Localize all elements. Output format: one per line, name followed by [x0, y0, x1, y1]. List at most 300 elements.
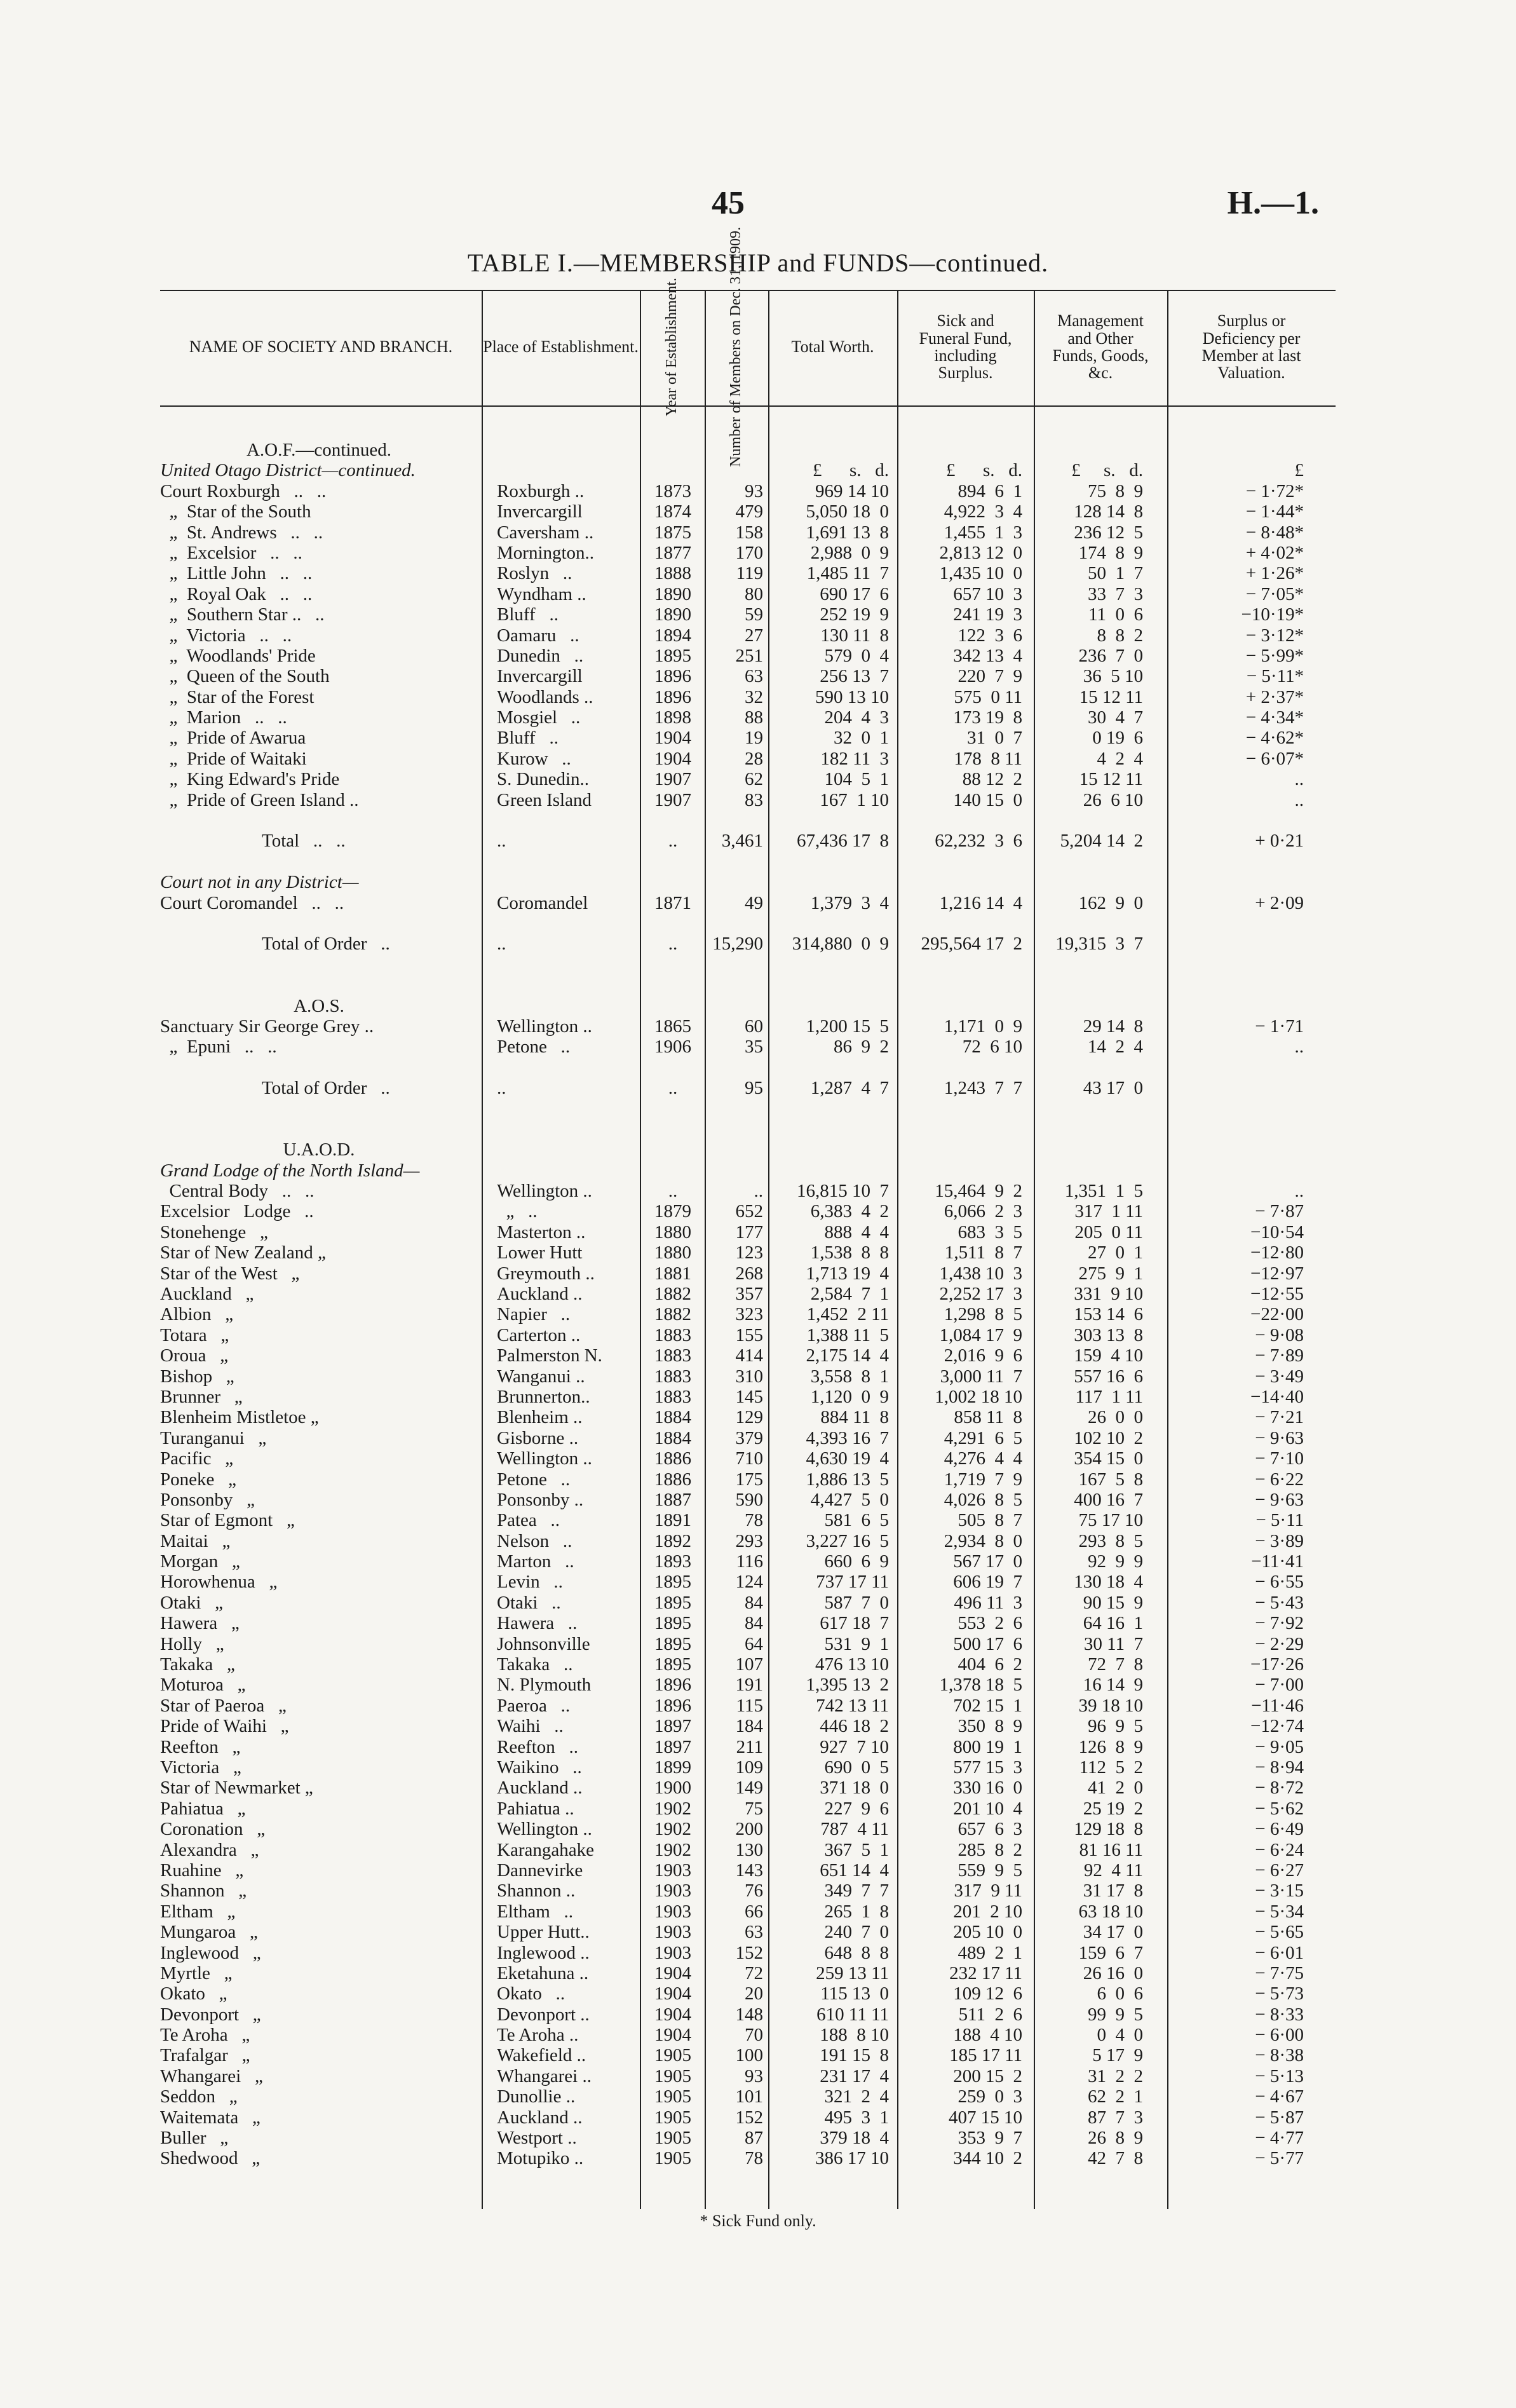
cell-tw: 349 7 7	[824, 1881, 889, 1901]
table-row	[160, 1531, 1336, 1551]
cell-name: Total of Order ..	[262, 934, 390, 955]
cell-mg: 557 16 6	[1074, 1366, 1143, 1387]
cell-members: 15,290	[712, 934, 763, 955]
cell-name: Star of Egmont „	[160, 1510, 295, 1531]
cell-mg: 33 7 3	[1088, 583, 1143, 604]
cell-members: 710	[735, 1448, 763, 1469]
cell-sf: 178 8 11	[954, 748, 1022, 769]
cell-year: 1905	[654, 2086, 691, 2107]
cell-name: Whangarei „	[160, 2065, 263, 2086]
cell-name: Victoria „	[160, 1757, 241, 1778]
cell-sf: 511 2 6	[958, 2004, 1022, 2025]
cell-members: 93	[745, 480, 763, 501]
cell-place: Dannevirke	[497, 1860, 583, 1881]
cell-mg: 153 14 6	[1074, 1304, 1143, 1325]
cell-sd: + 4·02*	[1245, 542, 1304, 563]
table-row	[160, 1366, 1336, 1387]
cell-members: 116	[736, 1551, 763, 1572]
cell-name: Hawera „	[160, 1613, 240, 1634]
cell-year: 1896	[654, 686, 691, 707]
cell-name: Total .. ..	[262, 831, 346, 852]
cell-place: Green Island	[497, 789, 592, 810]
cell-members: 32	[745, 686, 763, 707]
cell-name: Central Body .. ..	[160, 1181, 315, 1202]
cell-year: 1896	[654, 1675, 691, 1696]
cell-mg: 126 8 9	[1078, 1736, 1143, 1757]
cell-sf: 2,252 17 3	[939, 1284, 1022, 1305]
table-row	[160, 955, 1336, 975]
cell-sf: 342 13 4	[953, 645, 1022, 666]
cell-members: 78	[745, 2148, 763, 2169]
cell-place: Ponsonby ..	[497, 1489, 584, 1510]
cell-year: 1904	[654, 2004, 691, 2025]
cell-place: Petone ..	[497, 1037, 571, 1058]
cell-members: 130	[735, 1839, 763, 1860]
table-row	[160, 1448, 1336, 1469]
cell-sf: 185 17 11	[949, 2045, 1022, 2066]
cell-sd: − 7·87	[1255, 1201, 1304, 1222]
cell-mg: 27 0 1	[1088, 1242, 1143, 1263]
cell-members: 93	[745, 2065, 763, 2086]
cell-members: 124	[735, 1572, 763, 1593]
cell-mg: 174 8 9	[1078, 542, 1143, 563]
cell-place: Wanganui ..	[497, 1366, 585, 1387]
table-row	[160, 522, 1336, 543]
cell-name: Takaka „	[160, 1654, 235, 1675]
header-year	[640, 277, 705, 417]
cell-members: 115	[736, 1695, 763, 1716]
table-row	[160, 604, 1336, 625]
cell-sd: − 6·00	[1255, 2025, 1304, 2046]
cell-name: Pacific „	[160, 1448, 234, 1469]
cell-tw: 1,485 11 7	[806, 563, 889, 584]
cell-name: Auckland „	[160, 1284, 254, 1305]
cell-sd: + 1·26*	[1245, 563, 1304, 584]
cell-place: Blenheim ..	[497, 1407, 583, 1428]
cell-year: ..	[668, 934, 678, 955]
cell-name: Myrtle „	[160, 1962, 233, 1983]
cell-sf: 489 2 1	[958, 1942, 1022, 1963]
cell-name: Waitemata „	[160, 2107, 261, 2128]
cell-mg: 129 18 8	[1074, 1819, 1143, 1840]
cell-name: Te Aroha „	[160, 2025, 250, 2046]
cell-name: Shannon „	[160, 1881, 247, 1901]
table-row	[160, 913, 1336, 934]
cell-members: 479	[735, 501, 763, 522]
cell-members: 143	[735, 1860, 763, 1881]
cell-sd: − 3·49	[1255, 1366, 1304, 1387]
cell-sd: £	[1294, 460, 1304, 481]
cell-place: ..	[497, 831, 506, 852]
cell-tw: 182 11 3	[820, 748, 889, 769]
cell-mg: 236 7 0	[1078, 645, 1143, 666]
cell-sd: −10·54	[1250, 1221, 1304, 1242]
cell-mg: 354 15 0	[1074, 1448, 1143, 1469]
cell-place: Levin ..	[497, 1572, 563, 1593]
cell-tw: 321 2 4	[824, 2086, 889, 2107]
cell-mg: 130 18 4	[1074, 1572, 1143, 1593]
table-row	[160, 810, 1336, 831]
cell-sd: − 1·72*	[1245, 480, 1304, 501]
cell-name: Reefton „	[160, 1736, 241, 1757]
cell-sf: 200 15 2	[953, 2065, 1022, 2086]
cell-mg: 159 4 10	[1074, 1345, 1143, 1366]
cell-sf: 1,455 1 3	[944, 522, 1022, 543]
cell-tw: 204 4 3	[824, 707, 889, 728]
table-row	[160, 460, 1336, 480]
table-row	[160, 893, 1336, 913]
cell-sd: − 8·94	[1255, 1757, 1304, 1778]
table-row	[160, 1778, 1336, 1798]
cell-place: Lower Hutt	[497, 1242, 583, 1263]
cell-mg: 25 19 2	[1083, 1798, 1143, 1819]
cell-name: „ Victoria .. ..	[160, 625, 292, 646]
cell-year: 1898	[654, 707, 691, 728]
cell-sf: 4,026 8 5	[944, 1489, 1022, 1510]
cell-year: 1883	[654, 1345, 691, 1366]
cell-sf: 285 8 2	[958, 1839, 1022, 1860]
cell-name: „ Star of the Forest	[160, 686, 315, 707]
cell-place: Bluff ..	[497, 604, 558, 625]
cell-place: Palmerston N.	[497, 1345, 602, 1366]
cell-year: 1904	[654, 1983, 691, 2004]
cell-tw: 252 19 9	[820, 604, 889, 625]
cell-name: Turanganui „	[160, 1427, 267, 1448]
cell-tw: 1,379 3 4	[810, 892, 889, 913]
table-row	[160, 728, 1336, 748]
cell-members: 19	[745, 728, 763, 749]
cell-tw: 3,558 8 1	[810, 1366, 889, 1387]
cell-year: 1883	[654, 1366, 691, 1387]
cell-sd: −12·55	[1250, 1284, 1304, 1305]
cell-members: 379	[735, 1427, 763, 1448]
table-row	[160, 2004, 1336, 2025]
cell-place: Woodlands ..	[497, 686, 593, 707]
cell-name: Maitai „	[160, 1530, 231, 1551]
cell-name: Moturoa „	[160, 1675, 246, 1696]
cell-place: Oamaru ..	[497, 625, 579, 646]
cell-members: 251	[735, 645, 763, 666]
cell-members: 88	[745, 707, 763, 728]
cell-sd: − 5·73	[1255, 1983, 1304, 2004]
cell-members: 119	[736, 563, 763, 584]
cell-members: 652	[735, 1201, 763, 1222]
table-row	[160, 666, 1336, 686]
cell-members: 268	[735, 1263, 763, 1284]
cell-mg: 31 2 2	[1088, 2065, 1143, 2086]
cell-tw: 660 6 9	[824, 1551, 889, 1572]
cell-place: Inglewood ..	[497, 1942, 590, 1963]
cell-name: Excelsior Lodge ..	[160, 1201, 314, 1222]
cell-sf: 657 6 3	[958, 1819, 1022, 1840]
table-row	[160, 1263, 1336, 1284]
cell-name: Inglewood „	[160, 1942, 261, 1963]
cell-members: 84	[745, 1613, 763, 1634]
cell-tw: 531 9 1	[824, 1633, 889, 1654]
cell-sd: − 9·08	[1255, 1324, 1304, 1345]
header-rule	[160, 405, 1336, 407]
cell-sf: 800 19 1	[953, 1736, 1022, 1757]
cell-sf: 2,016 9 6	[944, 1345, 1022, 1366]
header-total-worth: Total Worth.	[791, 337, 874, 357]
cell-tw: 3,227 16 5	[806, 1530, 889, 1551]
cell-sd: − 1·71	[1255, 1016, 1304, 1037]
cell-sd: − 6·07*	[1245, 748, 1304, 769]
cell-tw: 4,630 19 4	[806, 1448, 889, 1469]
cell-sd: − 5·34	[1255, 1901, 1304, 1922]
table-row	[160, 707, 1336, 728]
cell-year: 1904	[654, 728, 691, 749]
cell-sf: 109 12 6	[953, 1983, 1022, 2004]
cell-members: 152	[735, 1942, 763, 1963]
cell-place: Waihi ..	[497, 1716, 564, 1737]
cell-mg: 75 17 10	[1078, 1510, 1143, 1531]
cell-sd: − 5·11*	[1246, 666, 1304, 687]
cell-year: 1879	[654, 1201, 691, 1222]
cell-place: Eketahuna ..	[497, 1962, 589, 1983]
cell-year: 1882	[654, 1284, 691, 1305]
cell-place: Whangarei ..	[497, 2065, 592, 2086]
cell-sd: − 7·05*	[1245, 583, 1304, 604]
cell-tw: 1,388 11 5	[806, 1324, 889, 1345]
cell-name: „ Queen of the South	[160, 666, 330, 687]
table-row	[160, 1387, 1336, 1407]
table-row	[160, 831, 1336, 851]
cell-members: 63	[745, 1922, 763, 1943]
cell-mg: 6 0 6	[1097, 1983, 1143, 2004]
cell-sf: 702 15 1	[953, 1695, 1022, 1716]
cell-sd: − 5·99*	[1245, 645, 1304, 666]
cell-sf: 1,084 17 9	[939, 1324, 1022, 1345]
table-row	[160, 440, 1336, 460]
cell-tw: 130 11 8	[820, 625, 889, 646]
cell-place: Brunnerton..	[497, 1386, 590, 1407]
cell-tw: 969 14 10	[815, 480, 889, 501]
cell-sf: £ s. d.	[945, 460, 1022, 481]
cell-sd: − 6·01	[1255, 1942, 1304, 1963]
cell-members: 83	[745, 789, 763, 810]
header-name: NAME OF SOCIETY AND BRANCH.	[189, 337, 453, 357]
cell-year: 1892	[654, 1530, 691, 1551]
cell-members: 175	[735, 1469, 763, 1490]
table-row	[160, 2086, 1336, 2107]
cell-mg: 236 12 5	[1074, 522, 1143, 543]
cell-year: 1886	[654, 1469, 691, 1490]
table-row	[160, 1716, 1336, 1736]
cell-year: 1884	[654, 1407, 691, 1428]
table-row	[160, 1490, 1336, 1510]
cell-sf: 606 19 7	[953, 1572, 1022, 1593]
cell-sd: ..	[1294, 1037, 1304, 1058]
footnote: * Sick Fund only.	[700, 2212, 816, 2230]
cell-sf: 553 2 6	[958, 1613, 1022, 1634]
table-row	[160, 584, 1336, 604]
cell-sd: − 5·65	[1255, 1922, 1304, 1943]
cell-tw: 587 7 0	[824, 1592, 889, 1613]
cell-mg: 72 7 8	[1088, 1654, 1143, 1675]
cell-sf: 505 8 7	[958, 1510, 1022, 1531]
cell-tw: 651 14 4	[820, 1860, 889, 1881]
cell-sf: 3,000 11 7	[940, 1366, 1022, 1387]
cell-mg: 117 1 11	[1075, 1386, 1143, 1407]
cell-year: 1903	[654, 1942, 691, 1963]
cell-sf: 72 6 10	[962, 1037, 1022, 1058]
cell-year: 1896	[654, 666, 691, 687]
cell-tw: 690 17 6	[820, 583, 889, 604]
cell-year: 1875	[654, 522, 691, 543]
cell-sf: 344 10 2	[953, 2148, 1022, 2169]
cell-sf: 683 3 5	[958, 1221, 1022, 1242]
cell-members: 87	[745, 2128, 763, 2149]
cell-name: Ruahine „	[160, 1860, 244, 1881]
cell-year: 1894	[654, 625, 691, 646]
cell-name: Star of the West „	[160, 1263, 300, 1284]
cell-year: 1874	[654, 501, 691, 522]
cell-sd: −12·80	[1250, 1242, 1304, 1263]
cell-tw: 2,988 0 9	[810, 542, 889, 563]
cell-sd: − 5·43	[1255, 1592, 1304, 1613]
table-row	[160, 1634, 1336, 1654]
cell-sd: − 5·87	[1255, 2107, 1304, 2128]
cell-sf: 353 9 7	[958, 2128, 1022, 2149]
cell-members: 72	[745, 1962, 763, 1983]
cell-place: Greymouth ..	[497, 1263, 595, 1284]
table-row	[160, 1572, 1336, 1592]
cell-members: 191	[735, 1675, 763, 1696]
cell-place: ..	[497, 934, 506, 955]
cell-sf: 567 17 0	[953, 1551, 1022, 1572]
cell-sf: 122 3 6	[958, 625, 1022, 646]
cell-members: 28	[745, 748, 763, 769]
cell-place: Paeroa ..	[497, 1695, 571, 1716]
cell-place: Otaki ..	[497, 1592, 561, 1613]
cell-mg: 317 1 11	[1074, 1201, 1143, 1222]
cell-name: „ Southern Star .. ..	[160, 604, 325, 625]
cell-tw: 1,538 8 8	[810, 1242, 889, 1263]
table-row	[160, 1613, 1336, 1633]
cell-mg: 15 12 11	[1079, 769, 1143, 790]
cell-mg: 15 12 11	[1079, 686, 1143, 707]
cell-year: 1896	[654, 1695, 691, 1716]
cell-year: 1895	[654, 1592, 691, 1613]
cell-sf: 1,243 7 7	[944, 1078, 1022, 1099]
cell-name: Alexandra „	[160, 1839, 259, 1860]
cell-name: Court not in any District—	[160, 872, 359, 893]
cell-tw: 379 18 4	[820, 2128, 889, 2149]
cell-name: Mungaroa „	[160, 1922, 258, 1943]
cell-year: 1905	[654, 2107, 691, 2128]
cell-name: Oroua „	[160, 1345, 229, 1366]
cell-sd: − 4·62*	[1245, 728, 1304, 749]
document-reference: H.—1.	[1227, 185, 1319, 221]
cell-year: 1881	[654, 1263, 691, 1284]
cell-members: 60	[745, 1016, 763, 1037]
cell-name: Pride of Waihi „	[160, 1716, 289, 1737]
cell-mg: 275 9 1	[1078, 1263, 1143, 1284]
cell-year: ..	[668, 1078, 678, 1099]
cell-sd: + 2·09	[1255, 892, 1304, 913]
cell-sd: − 9·63	[1255, 1427, 1304, 1448]
cell-sf: 4,291 6 5	[944, 1427, 1022, 1448]
cell-name: „ Epuni .. ..	[160, 1037, 277, 1058]
cell-sf: 894 6 1	[958, 480, 1022, 501]
table-row	[160, 1139, 1336, 1160]
cell-place: Mosgiel ..	[497, 707, 581, 728]
cell-tw: 787 4 11	[820, 1819, 889, 1840]
cell-place: Caversham ..	[497, 522, 594, 543]
table-row	[160, 1943, 1336, 1963]
cell-sd: ..	[1294, 1181, 1304, 1202]
cell-members: 109	[735, 1757, 763, 1778]
cell-place: Pahiatua ..	[497, 1798, 574, 1819]
table-row	[160, 1016, 1336, 1037]
table-row	[160, 625, 1336, 646]
cell-sf: 173 19 8	[953, 707, 1022, 728]
cell-year: 1903	[654, 1901, 691, 1922]
cell-year: 1905	[654, 2065, 691, 2086]
cell-year: 1905	[654, 2045, 691, 2066]
cell-sd: − 6·24	[1255, 1839, 1304, 1860]
cell-place: Bluff ..	[497, 728, 558, 749]
cell-sf: 350 8 9	[958, 1716, 1022, 1737]
cell-sd: − 6·49	[1255, 1819, 1304, 1840]
table-row	[160, 1201, 1336, 1221]
cell-sf: 220 7 9	[958, 666, 1022, 687]
cell-place: Westport ..	[497, 2128, 577, 2149]
cell-year: 1890	[654, 583, 691, 604]
table-row	[160, 1078, 1336, 1098]
cell-sd: − 4·34*	[1245, 707, 1304, 728]
cell-place: Roxburgh ..	[497, 480, 585, 501]
cell-place: Okato ..	[497, 1983, 565, 2004]
cell-mg: 128 14 8	[1074, 501, 1143, 522]
cell-mg: 19,315 3 7	[1055, 934, 1143, 955]
cell-place: Wellington ..	[497, 1016, 592, 1037]
cell-mg: 159 6 7	[1078, 1942, 1143, 1963]
cell-members: 63	[745, 666, 763, 687]
cell-name: Court Roxburgh .. ..	[160, 480, 327, 501]
cell-mg: 92 9 9	[1088, 1551, 1143, 1572]
cell-tw: 386 17 10	[815, 2148, 889, 2169]
cell-place: Takaka ..	[497, 1654, 573, 1675]
cell-tw: 742 13 11	[816, 1695, 889, 1716]
cell-sf: 201 2 10	[953, 1901, 1022, 1922]
cell-year: 1895	[654, 1613, 691, 1634]
cell-year: 1902	[654, 1839, 691, 1860]
table-row	[160, 1696, 1336, 1716]
table-row	[160, 1593, 1336, 1613]
cell-mg: 41 2 0	[1088, 1778, 1143, 1799]
cell-tw: 1,287 4 7	[810, 1078, 889, 1099]
cell-sd: − 9·05	[1255, 1736, 1304, 1757]
cell-name: „ Pride of Green Island ..	[160, 789, 359, 810]
cell-year: 1886	[654, 1448, 691, 1469]
cell-sf: 31 0 7	[967, 728, 1022, 749]
cell-members: 49	[745, 892, 763, 913]
cell-name: „ Little John .. ..	[160, 563, 313, 584]
cell-mg: 26 6 10	[1083, 789, 1143, 810]
cell-mg: 11 0 6	[1088, 604, 1143, 625]
cell-name: Sanctuary Sir George Grey ..	[160, 1016, 374, 1037]
cell-sf: 330 16 0	[953, 1778, 1022, 1799]
table-row	[160, 1407, 1336, 1427]
cell-year: 1888	[654, 563, 691, 584]
cell-tw: 2,584 7 1	[810, 1284, 889, 1305]
cell-sd: − 7·21	[1255, 1407, 1304, 1428]
cell-sd: − 4·77	[1255, 2128, 1304, 2149]
cell-members: 414	[735, 1345, 763, 1366]
cell-mg: 99 9 5	[1088, 2004, 1143, 2025]
